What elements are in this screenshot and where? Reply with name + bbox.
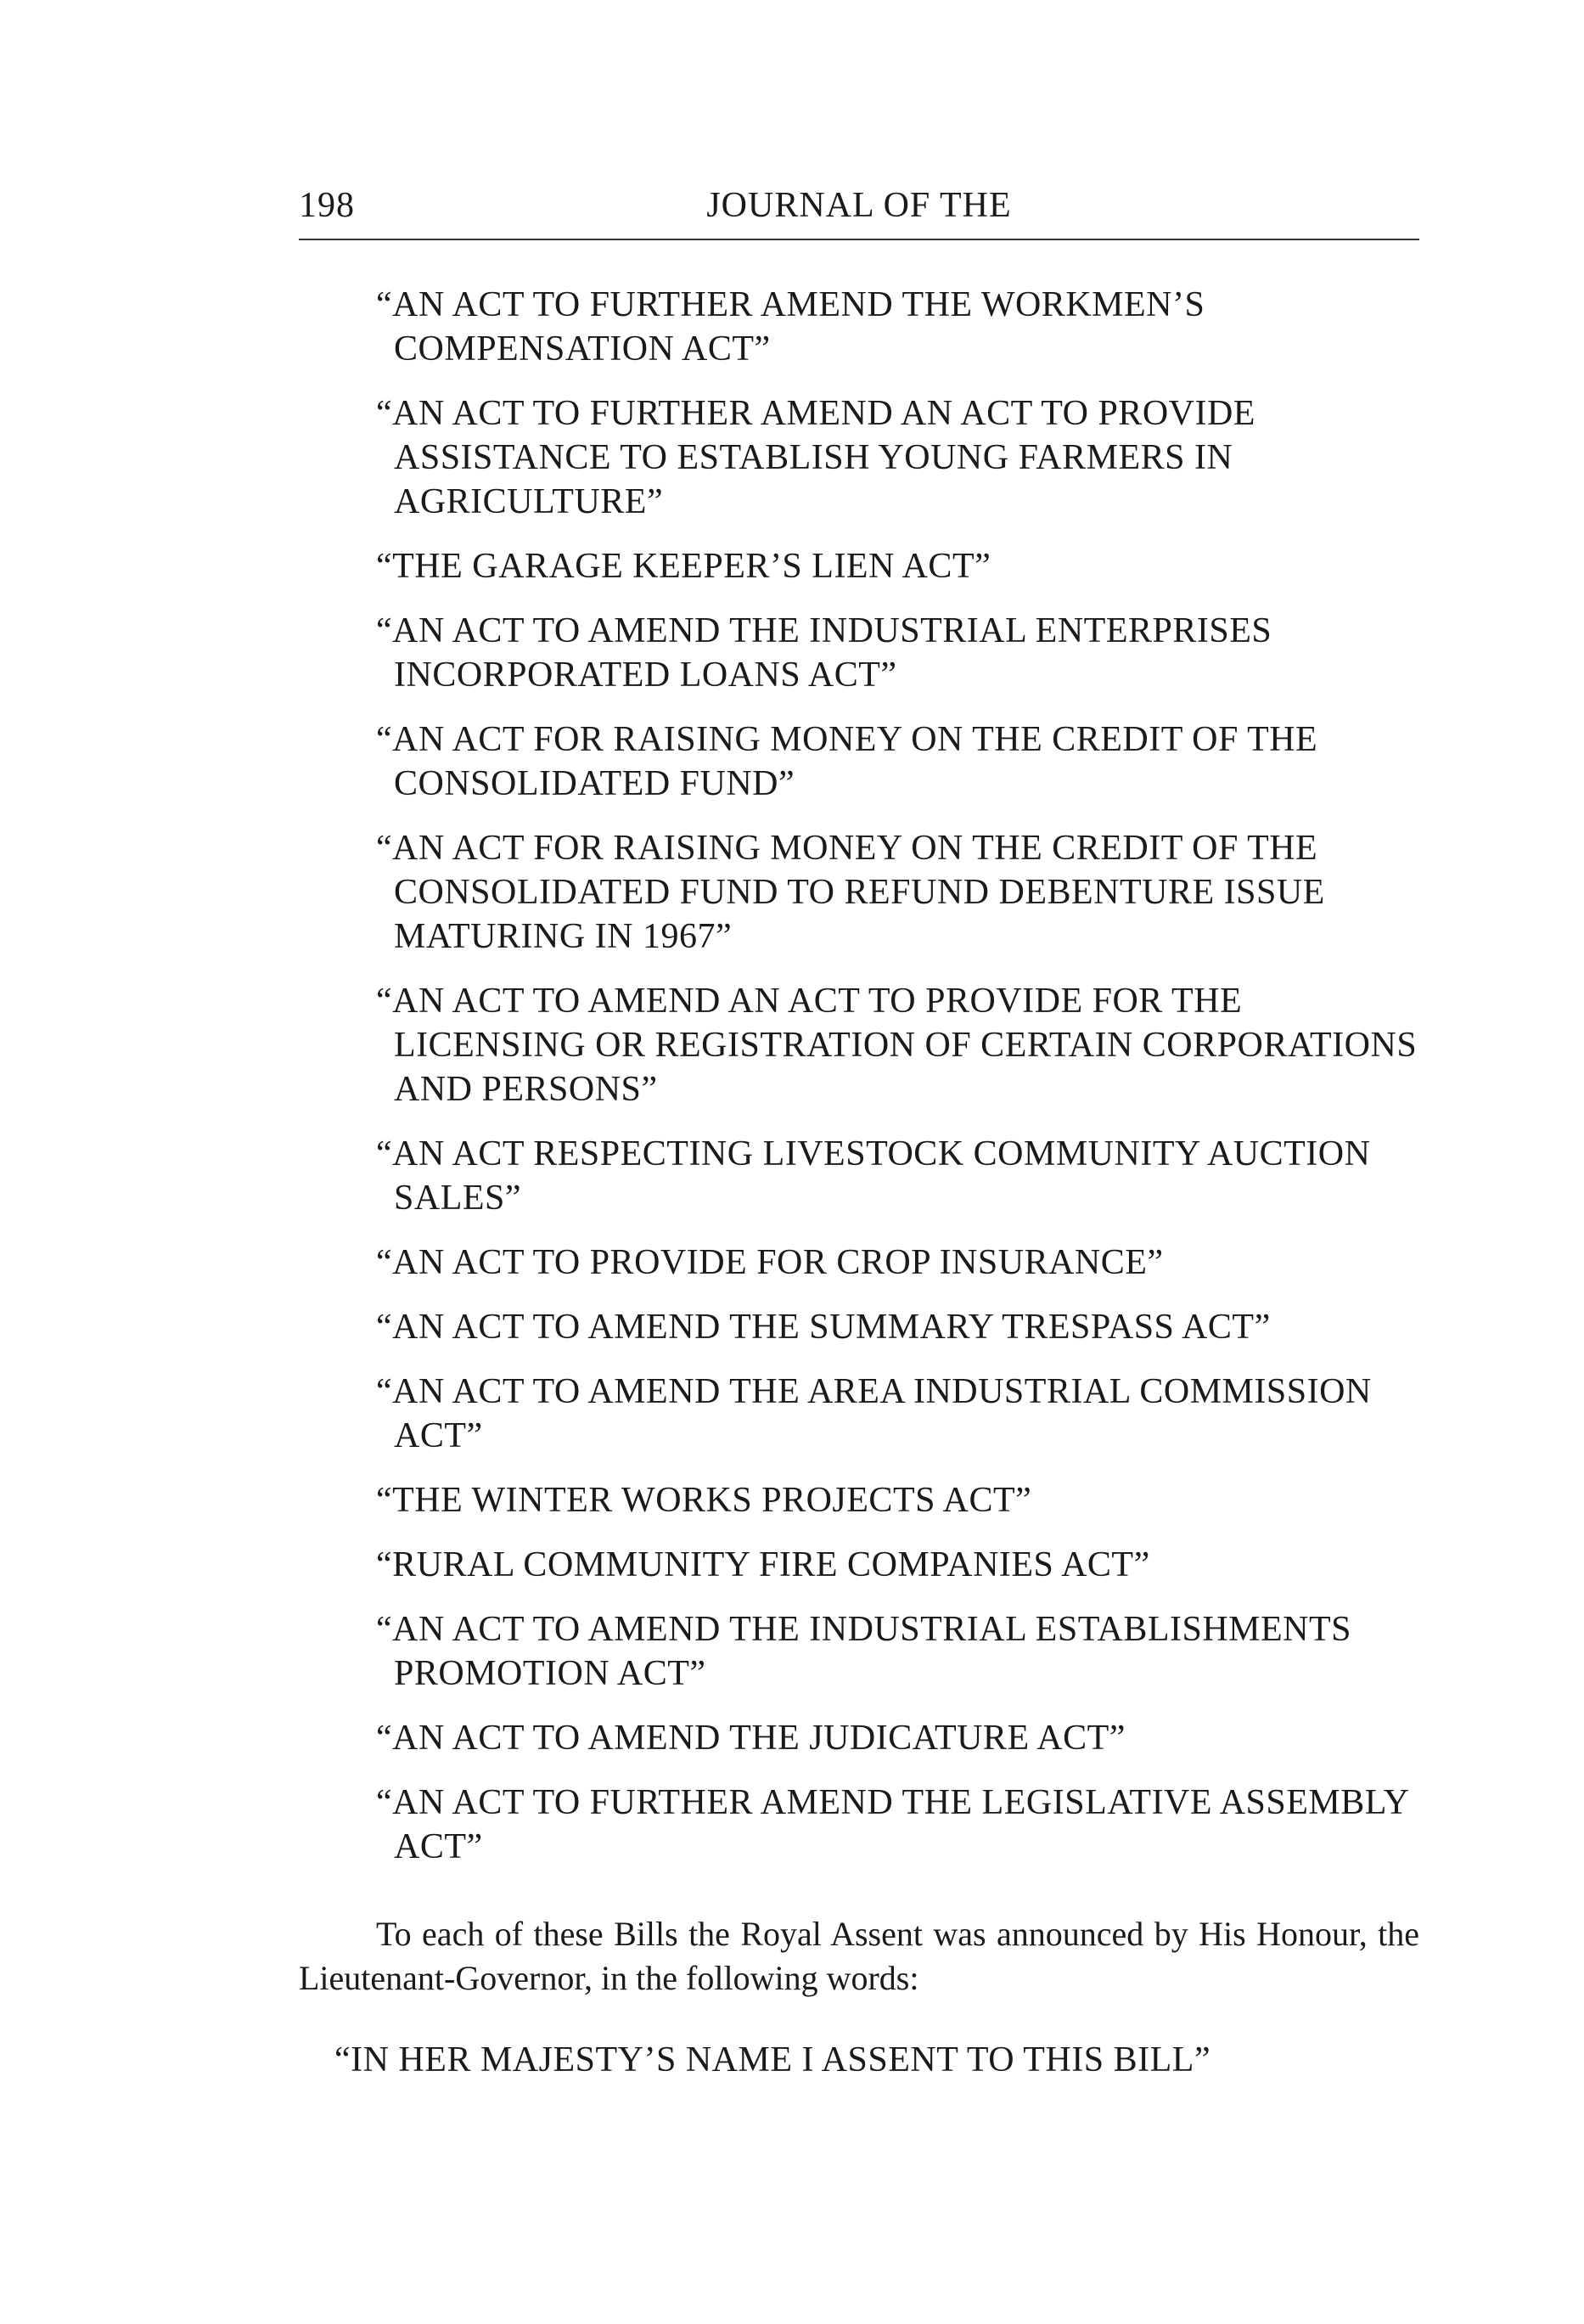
act-title: “AN ACT TO AMEND THE JUDICATURE ACT” <box>376 1719 1126 1758</box>
page-header <box>299 185 1419 236</box>
act-title: “AN ACT TO AMEND THE SUMMARY TRESPASS ACT” <box>376 1308 1271 1347</box>
header-rule <box>299 239 1419 240</box>
acts-list <box>376 283 1420 1889</box>
act-title: “THE GARAGE KEEPER’S LIEN ACT” <box>376 547 991 586</box>
act-title: “RURAL COMMUNITY FIRE COMPANIES ACT” <box>376 1545 1150 1584</box>
act-title: “AN ACT TO AMEND THE INDUSTRIAL ESTABLISHMENTS PROMOTION ACT” <box>376 1610 1352 1693</box>
act-title: “AN ACT FOR RAISING MONEY ON THE CREDIT OF THE CONSOLIDATED FUND” <box>376 720 1318 803</box>
act-title: “AN ACT TO PROVIDE FOR CROP INSURANCE” <box>376 1243 1164 1282</box>
running-head: JOURNAL OF THE <box>706 186 1012 225</box>
act-title: “AN ACT TO FURTHER AMEND THE WORKMEN’S COMPENSATION ACT” <box>376 285 1205 369</box>
act-title: “AN ACT TO FURTHER AMEND AN ACT TO PROVIDE ASSISTANCE TO ESTABLISH YOUNG FARMERS IN AGRICULTURE” <box>376 394 1255 521</box>
act-title: “AN ACT TO AMEND THE INDUSTRIAL ENTERPRISES INCORPORATED LOANS ACT” <box>376 611 1272 695</box>
assent-paragraph: To each of these Bills the Royal Assent was announced by His Honour, the Lieutenant-Governor, in the following words: <box>299 1915 1419 1997</box>
act-title: “AN ACT FOR RAISING MONEY ON THE CREDIT OF THE CONSOLIDATED FUND TO REFUND DEBENTURE ISSUE MATURING IN 1967” <box>376 829 1325 956</box>
act-title: “AN ACT TO AMEND THE AREA INDUSTRIAL COMMISSION ACT” <box>376 1372 1372 1455</box>
act-title: “AN ACT TO FURTHER AMEND THE LEGISLATIVE ASSEMBLY ACT” <box>376 1783 1409 1866</box>
act-title: “AN ACT TO AMEND AN ACT TO PROVIDE FOR THE LICENSING OR REGISTRATION OF CERTAIN CORPORATIONS AND PERSONS” <box>376 982 1418 1109</box>
act-title: “THE WINTER WORKS PROJECTS ACT” <box>376 1481 1032 1520</box>
act-title: “AN ACT RESPECTING LIVESTOCK COMMUNITY AUCTION SALES” <box>376 1134 1371 1218</box>
assent-words: “IN HER MAJESTY’S NAME I ASSENT TO THIS BILL” <box>334 2040 1211 2079</box>
page-number: 198 <box>299 186 355 225</box>
